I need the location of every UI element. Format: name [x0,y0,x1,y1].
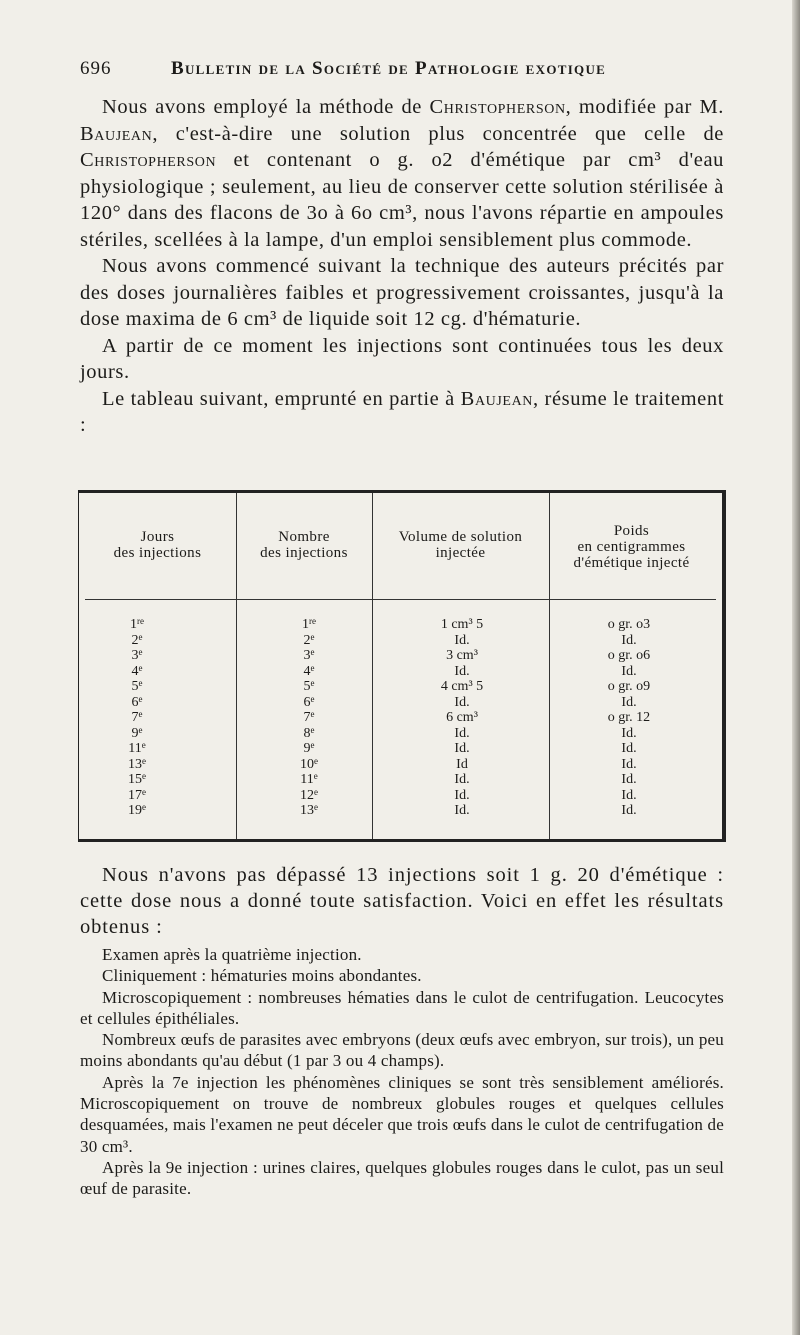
cell-jour: 15e [128,771,146,787]
cell-jour: 9e [131,724,143,741]
journal-title: Bulletin de la Société de Pathologie exotique [171,58,607,79]
cell-volume: Id. [454,663,470,679]
cell-volume: Id. [454,725,470,741]
cell-nombre: 9e [303,740,315,756]
column-volume [402,617,522,819]
cell-volume: 3 cm³ [446,648,478,663]
header-volume: Volume de solution injectée [398,529,523,561]
treatment-table [78,490,726,842]
cell-jour: 1re [130,616,144,632]
cell-nombre: 11e [300,771,318,787]
cell-nombre: 5e [303,678,315,694]
page-number: 696 [80,58,112,79]
result-line: Après la 9e injection : urines claires, quelques globules rouges dans le culot, pas un seul œuf de parasite. [80,1157,724,1199]
body-text [80,94,724,439]
cell-volume: Id. [454,787,470,803]
cell-nombre: 3e [303,647,315,663]
result-line: Cliniquement : hématuries moins abondantes. [102,966,422,986]
cell-nombre: 6e [303,693,315,710]
cell-nombre: 12e [300,786,318,803]
author-name: Christopherson [80,149,217,171]
cell-jour: 19e [128,802,146,818]
cell-jour: 17e [128,786,146,803]
cell-nombre: 8e [303,724,315,741]
result-line: Examen après la quatrième injection. [102,945,362,964]
cell-poids: Id. [621,756,637,772]
cell-volume: Id [456,756,468,772]
result-line: Après la 7e injection les phénomènes cliniques se sont très sensiblement améliorés. Microscopiquement on trouve de nombreux globules rouges et quelques cellules desquamées, mais l'examen ne peut déceler que trois œufs dans le culot de centrifugation de 30 cm³. [80,1072,724,1156]
cell-poids: Id. [621,787,637,803]
result-line: Microscopiquement : nombreuses hématies dans le culot de centrifugation. Leucocytes et cellules épithéliales. [80,987,724,1028]
cell-poids: o gr. 12 [607,710,651,725]
paragraph-doses: Nous avons commencé suivant la technique des auteurs précités par des doses journalières faibles et progressivement croissantes, jusqu'à la dose maxima de 6 cm³ de liquide soit 12 cg. d'hématurie. [80,255,724,330]
author-name: Baujean [80,122,153,145]
cell-poids: Id. [621,632,637,648]
cell-volume: Id. [454,772,470,787]
header-rule [85,599,716,600]
cell-jour: 11e [128,740,146,756]
column-nombre [259,617,359,819]
cell-jour: 13e [128,755,146,772]
cell-nombre: 10e [300,755,318,772]
paragraph-summary: Nous n'avons pas dépassé 13 injections soit 1 g. 20 d'émétique : cette dose nous a donné toute satisfaction. Voici en effet les résultats obtenus : [80,864,724,938]
cell-poids: Id. [621,772,637,787]
cell-poids: Id. [621,741,637,756]
cell-jour: 7e [131,709,143,725]
paragraph-table-intro: Le tableau suivant, emprunté en partie à Baujean, résume le traitement : [80,387,725,436]
cell-volume: Id. [454,632,470,648]
column-jours [87,617,187,819]
header-jours: Jours des injections [113,529,202,561]
cell-jour: 6e [131,693,143,710]
result-line: Nombreux œufs de parasites avec embryons (deux œufs avec embryon, sur trois), un peu moins abondants qu'au début (1 par 3 ou 4 champs). [80,1030,724,1071]
paragraph-continuation: A partir de ce moment les injections sont continuées tous les deux jours. [80,334,724,383]
cell-poids: Id. [621,803,637,818]
cell-jour: 3e [131,647,143,663]
cell-volume: Id. [454,741,470,756]
cell-jour: 5e [131,678,143,694]
author-name: Baujean [460,387,533,410]
cell-volume: Id. [454,694,470,710]
cell-nombre: 7e [303,709,315,725]
page-edge-shadow [792,0,800,1335]
cell-nombre: 2e [303,631,315,648]
header-nombre: Nombre des injections [260,529,348,561]
cell-nombre: 13e [300,802,318,818]
cell-volume: 1 cm³ 5 [440,617,484,632]
author-name: Christopherson [429,96,566,118]
cell-jour: 4e [131,662,143,679]
cell-poids: o gr. o9 [607,679,651,694]
cell-poids: Id. [621,663,637,679]
cell-volume: 4 cm³ 5 [440,679,484,694]
after-table-text [80,862,724,940]
header-poids: Poids en centigrammes d'émétique injecté [573,523,690,571]
cell-nombre: 4e [303,662,315,679]
cell-poids: Id. [621,725,637,741]
cell-poids: Id. [621,694,637,710]
cell-volume: 6 cm³ [446,710,478,725]
cell-poids: o gr. o6 [607,648,651,663]
cell-poids: o gr. o3 [607,617,651,632]
running-header [80,58,724,84]
cell-jour: 2e [131,631,143,648]
results-text [80,944,724,1200]
cell-nombre: 1re [302,616,316,632]
column-poids [569,617,689,819]
paragraph-method: Nous avons employé la méthode de Christopherson, modifiée par M. Baujean, c'est-à-dire une solution plus concentrée que celle de Christopherson et contenant o g. o2 d'émétique par cm³ d'eau physiologique ; seulement, au lieu de conserver cette solution stérilisée à 120° dans des flacons de 3o à 6o cm³, nous l'avons répartie en ampoules stériles, scellées à la lampe, d'un emploi sensiblement plus commode. [80,96,724,251]
cell-volume: Id. [454,803,470,818]
